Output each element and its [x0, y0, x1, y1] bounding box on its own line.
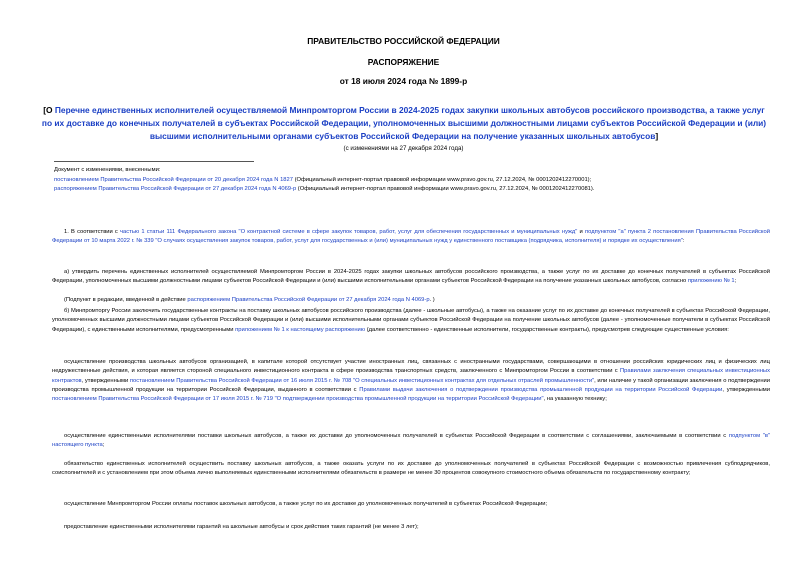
- appendix-1-link[interactable]: приложению № 1: [687, 278, 735, 285]
- paragraph-b: б) Минпромторгу России заключить государственные контракты на поставку школьных автобусов российского производства (далее - школьные автобусы), а также на оказание услуг по их доставке до конечных получателей в субъектах Российской Федерации, уполномоченных высшими должностными лицами субъектов Российской Федерации и (или) высшими исполнительными органами субъектов Российской Федерации на получение школьных автобусов (далее - уполномоченные получатели в субъектах Российской Федерации), с единственными исполнителями, предусмотренными приложением № 1 к настоящему распоряжению (далее соответственно - единственные исполнители, государственные контракты), предусмотрев следующие существенные условия:: [52, 308, 770, 333]
- decree-719-link[interactable]: постановлением Правительства Российской Федерации от 17 июля 2015 г. № 719 "О подтверждении производства промышленной продукции на территории Российской Федерации": [52, 396, 544, 403]
- paragraph-a: а) утвердить перечень единственных исполнителей осуществляемой Минпромторгом России в 2024-2025 годах закупки школьных автобусов российского производства, а также услуг по их доставке до конечных получателей в субъектах Российской Федерации, уполномоченных высшими должностными лицами субъектов Российской Федерации и (или) высшими исполнительными органами субъектов Российской Федерации на получение указанных школьных автобусов, согласно приложению № 1;: [52, 269, 770, 285]
- date-number-heading: от 18 июля 2024 года № 1899-р: [339, 76, 468, 86]
- production-rules-link[interactable]: Правилами выдачи заключения о подтверждении производства промышленной продукции на территории Российской Федерации: [359, 386, 723, 393]
- paragraph-a-note: (Подпункт в редакции, введенной в действие распоряжением Правительства Российской Федерации от 27 декабря 2024 года N 4069-р. ): [64, 297, 435, 303]
- subparagraph-v-link[interactable]: подпунктом "в" настоящего пункта: [52, 433, 770, 449]
- paragraph-d: осуществление единственными исполнителями поставки школьных автобусов, а также их доставки до уполномоченных получателей в субъектах Российской Федерации в соответствии с соглашениями, заключаемыми в соответствии с подпунктом "в" настоящего пункта;: [52, 433, 770, 449]
- decree-339-link[interactable]: подпунктом "а" пункта 2 постановления Правительства Российской Федерации от 10 марта 2022 г. № 339 "О случаях осуществления закупок товаров, работ, услуг для государственных и (или) муниципальных нужд у единственного поставщика (подрядчика, исполнителя) и порядке их осуществления": [52, 229, 771, 245]
- paragraph-c: осуществление производства школьных автобусов организацией, в капитале которой отсутствует участие иностранных лиц, связанных с иностранными государствами, совершающими в отношении российских юридических лиц и физических лиц недружественные действия, и которая является стороной специального инвестиционного контракта в сфере производства транспортных средств, заключенного с Минпромторгом России в соответствии с Правилами заключения специальных инвестиционных контрактов, утвержденными постановлением Правительства Российской Федерации от 16 июля 2015 г. № 708 "О специальных инвестиционных контрактах для отдельных отраслей промышленности", или наличие у такой организации заключения о подтверждении производства промышленной продукции на территории Российской Федерации, выданного в соответствии с Правилами выдачи заключения о подтверждении производства промышленной продукции на территории Российской Федерации, утвержденными постановлением Правительства Российской Федерации от 17 июля 2015 г. № 719 "О подтверждении производства промышленной продукции на территории Российской Федерации", на указанную технику;: [52, 359, 771, 403]
- document-type-heading: РАСПОРЯЖЕНИЕ: [367, 57, 440, 67]
- changes-intro: Документ с изменениями, внесенными:: [54, 167, 161, 173]
- government-heading: ПРАВИТЕЛЬСТВО РОССИЙСКОЙ ФЕДЕРАЦИИ: [307, 36, 500, 46]
- changes-block: [54, 166, 794, 195]
- changes-item-1: постановлением Правительства Российской Федерации от 20 декабря 2024 года N 1827 (Официальный интернет-портал правовой информации www.pravo.gov.ru, 27.12.2024, № 0001202412270001);: [54, 176, 592, 183]
- appendix-1-order-link[interactable]: приложением № 1 к настоящему распоряжению: [235, 326, 366, 333]
- investment-rules-link[interactable]: Правилами заключения специальных инвестиционных контрактов: [52, 368, 770, 384]
- divider: [54, 161, 254, 162]
- decree-708-link[interactable]: постановлением Правительства Российской Федерации от 16 июля 2015 г. № 708 "О специальных инвестиционных контрактах для отдельных отраслей промышленности": [129, 377, 595, 384]
- document-title: [40, 104, 768, 143]
- title-bracket-close: ]: [655, 131, 659, 141]
- paragraph-g: предоставление единственными исполнителями гарантий на школьные автобусы и срок действия таких гарантий (не менее 3 лет);: [64, 524, 419, 530]
- law-link[interactable]: частью 1 статьи 111 Федерального закона "О контрактной системе в сфере закупок товаров, работ, услуг для обеспечения государственных и муниципальных нужд": [120, 229, 578, 235]
- order-4069-link[interactable]: распоряжением Правительства Российской Федерации от 27 декабря 2024 года N 4069-р: [187, 297, 430, 303]
- changes-item-1-link[interactable]: постановлением Правительства Российской Федерации от 20 декабря 2024 года N 1827: [54, 176, 293, 183]
- paragraph-f: осуществление Минпромторгом России оплаты поставок школьных автобусов, а также услуг по их доставке до уполномоченных получателей в субъектах Российской Федерации;: [64, 501, 548, 507]
- changes-item-2: распоряжением Правительства Российской Федерации от 27 декабря 2024 года N 4069-р (Официальный интернет-портал правовой информации www.pravo.gov.ru, 27.12.2024, № 0001202412270081).: [54, 186, 595, 192]
- paragraph-1: 1. В соответствии с частью 1 статьи 111 Федерального закона "О контрактной системе в сфере закупок товаров, работ, услуг для обеспечения государственных и муниципальных нужд" и подпунктом "а" пункта 2 постановления Правительства Российской Федерации от 10 марта 2022 г. № 339 "О случаях осуществления закупок товаров, работ, услуг для государственных и (или) муниципальных нужд у единственного поставщика (подрядчика, исполнителя) и порядке их осуществления":: [52, 229, 771, 245]
- changes-item-2-link[interactable]: распоряжением Правительства Российской Федерации от 27 декабря 2024 года N 4069-р: [54, 186, 297, 192]
- title-link[interactable]: Перечне единственных исполнителей осуществляемой Минпромторгом России в 2024-2025 годах закупки школьных автобусов российского производства, а также услуг по их доставке до конечных получателей в субъектах Российской Федерации, уполномоченных высшими должностными лицами субъектов Российской Федерации и (или) высшими исполнительными органами субъектов Российской Федерации на получение указанных школьных автобусов: [41, 105, 767, 141]
- paragraph-e: обязательство единственных исполнителей осуществить поставку школьных автобусов, а также оказать услуги по их доставке до уполномоченных получателей в субъектах Российской Федерации с возможностью привлечения субподрядчиков, соисполнителей и с установлением при этом объема лично выполняемых единственными исполнителями обязательств в размере не менее 30 процентов совокупного стоимостного объема обязательств по государственному контракту;: [52, 461, 770, 477]
- revision-note: (с изменениями на 27 декабря 2024 года): [343, 145, 464, 152]
- title-bracket-open: [О: [43, 105, 55, 115]
